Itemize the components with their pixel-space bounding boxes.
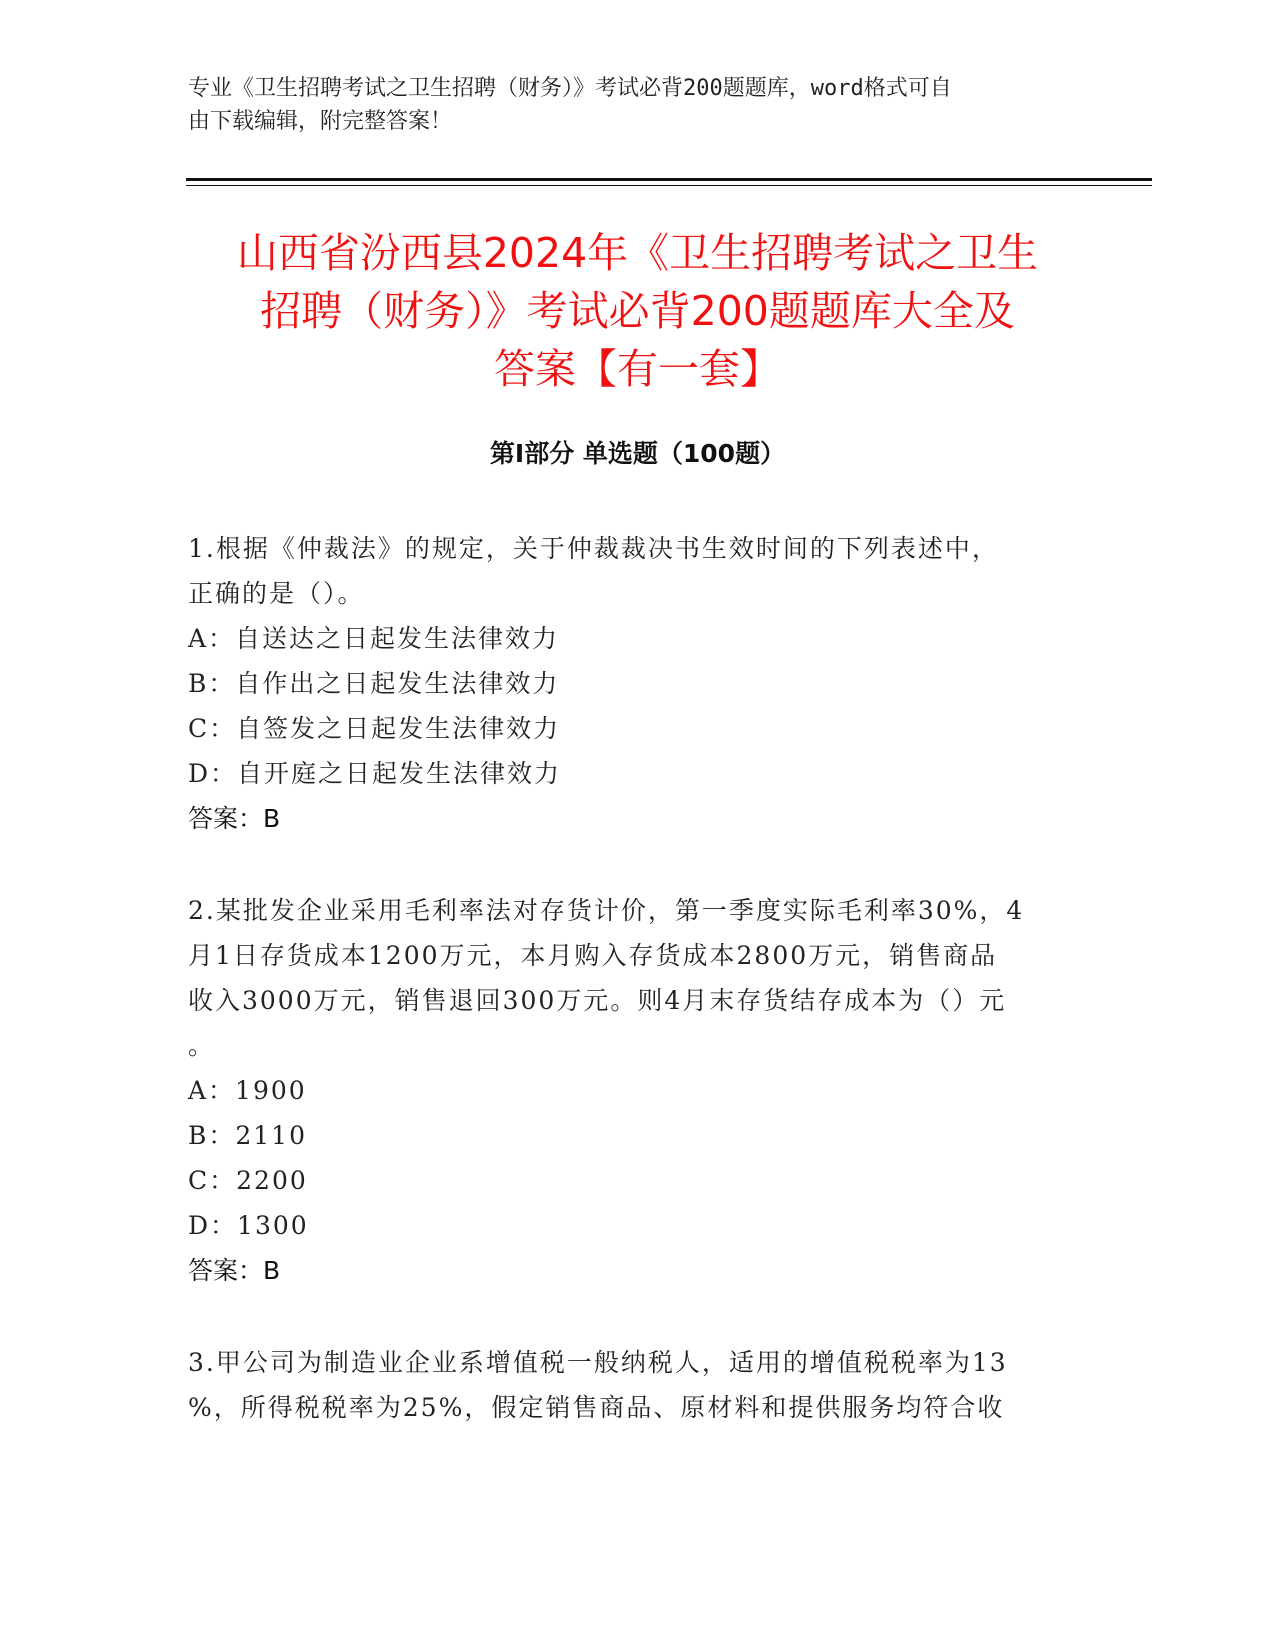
title-line-3: 答案【有一套】 (494, 345, 781, 393)
header-note-line-2: 由下载编辑，附完整答案！ (188, 109, 453, 134)
option-a: A：1900 (188, 1076, 307, 1105)
option-d: D：1300 (188, 1211, 309, 1240)
question-stem-line: 3.甲公司为制造业企业系增值税一般纳税人，适用的增值税税率为13 (188, 1348, 1008, 1377)
question-stem-line: 月1日存货成本1200万元，本月购入存货成本2800万元，销售商品 (188, 941, 998, 970)
answer-line: 答案：B (188, 804, 281, 833)
question-stem-line: 。 (188, 1031, 216, 1060)
option-b: B：2110 (188, 1121, 307, 1150)
question-stem-line: 收入3000万元，销售退回300万元。则4月末存货结存成本为（）元 (188, 986, 1007, 1015)
header-note-line-1: 专业《卫生招聘考试之卫生招聘（财务）》考试必背200题题库，word格式可自 (188, 76, 952, 101)
option-c: C：自签发之日起发生法律效力 (188, 714, 561, 743)
header-rule-thin (186, 185, 1152, 186)
option-d: D：自开庭之日起发生法律效力 (188, 759, 562, 788)
question-stem-line: 1.根据《仲裁法》的规定，关于仲裁裁决书生效时间的下列表述中， (188, 534, 999, 563)
question-3 (188, 1340, 1068, 1430)
question-stem-line: 2.某批发企业采用毛利率法对存货计价，第一季度实际毛利率30%，4 (188, 896, 1025, 925)
document-title (150, 224, 1125, 398)
header-rule-thick (186, 178, 1152, 181)
question-stem-line: 正确的是（）。 (188, 579, 365, 608)
option-b: B：自作出之日起发生法律效力 (188, 669, 560, 698)
answer-line: 答案：B (188, 1256, 281, 1285)
option-c: C：2200 (188, 1166, 308, 1195)
section-heading: 第Ⅰ部分 单选题（100题） (489, 439, 786, 468)
question-1 (188, 526, 1068, 841)
title-line-1: 山西省汾西县2024年《卫生招聘考试之卫生 (236, 229, 1039, 277)
question-stem-line: %，所得税税率为25%，假定销售商品、原材料和提供服务均符合收 (188, 1393, 1005, 1422)
question-2 (188, 888, 1068, 1293)
option-a: A：自送达之日起发生法律效力 (188, 624, 560, 653)
header-note (188, 72, 1068, 138)
title-line-2: 招聘（财务）》考试必背200题题库大全及 (260, 287, 1015, 335)
